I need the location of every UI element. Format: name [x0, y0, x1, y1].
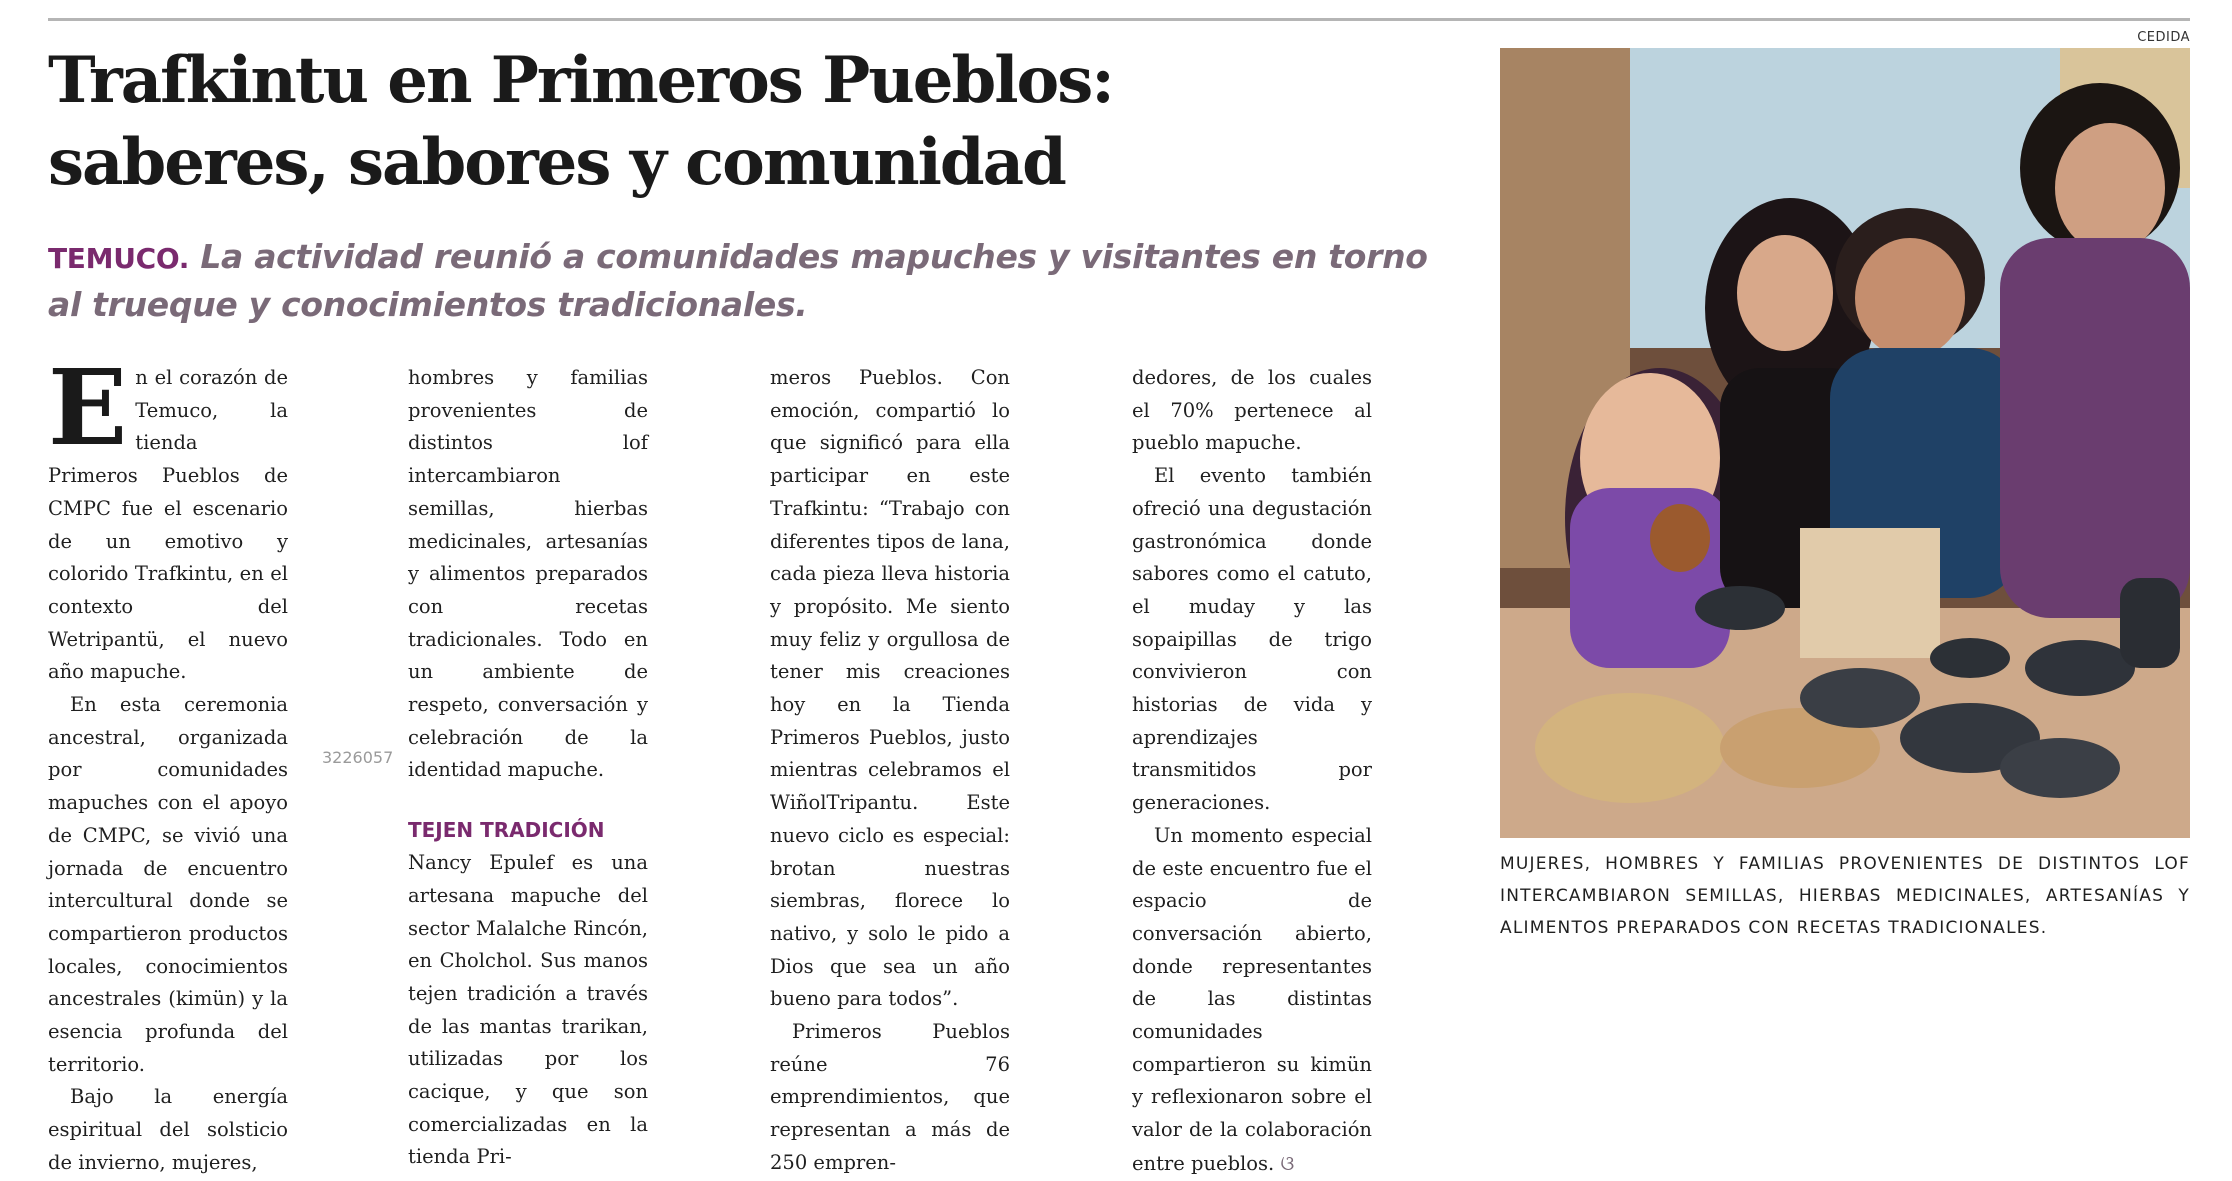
article-photo [1500, 48, 2190, 838]
watermark: 3226057 [322, 748, 394, 767]
deck [48, 234, 1468, 328]
article-column-1 [48, 346, 288, 1174]
article-column-3 [770, 362, 1010, 1174]
headline-line-1: Trafkintu en Primeros Pueblos: [48, 43, 1113, 118]
photo-caption: MUJERES, HOMBRES Y FAMILIAS PROVENIENTES DE DISTINTOS LOF INTERCAMBIARON SEMILLAS, HIERBAS MEDICINALES, ARTESANÍAS Y ALIMENTOS PREPARADOS CON RECETAS TRADICIONALES. [1500, 854, 2190, 938]
headline-line-2: saberes, sabores y comunidad [48, 125, 1065, 200]
article-column-2 [408, 362, 648, 1169]
photo-credit: CEDIDA [2137, 30, 2190, 45]
paragraph [48, 346, 288, 689]
paragraph: Primeros Pueblos reúne 76 emprendimientos, que representan a más de 250 empren- [770, 1020, 1010, 1174]
paragraph: Nancy Epulef es una artesana mapuche del sector Malalche Rincón, en Cholchol. Sus manos tejen tradición a través de las mantas trarikan, utilizadas por los cacique, y que son comercializadas en la tienda Pri- [408, 851, 648, 1169]
photo-illustration [1500, 48, 2190, 838]
paragraph: hombres y familias provenientes de distintos lof intercambiaron semillas, hierbas medicinales, artesanías y alimentos preparados con recetas tradicionales. Todo en un ambiente de respeto, conversación y celebración de la identidad mapuche. [408, 366, 648, 782]
drop-cap: E [48, 346, 128, 469]
headline [48, 40, 1478, 204]
paragraph: dedores, de los cuales el 70% pertenece al pueblo mapuche. [1132, 366, 1372, 455]
deck-place: TEMUCO. [48, 242, 190, 275]
top-rule [48, 18, 2190, 21]
paragraph-text: Un momento especial de este encuentro fue el espacio de conversación abierto, donde representantes de las distintas comunidades compartieron su kimün y reflexionaron sobre el valor de la colaboración entre pueblos. [1132, 823, 1372, 1175]
article-column-4 [1132, 362, 1372, 1175]
paragraph-text: n el corazón de Temuco, la tienda Primeros Pueblos de CMPC fue el escenario de un emotivo y colorido Trafkintu, en el contexto del Wetripantü, el nuevo año mapuche. [48, 366, 288, 684]
paragraph: En esta ceremonia ancestral, organizada por comunidades mapuches con el apoyo de CMPC, se vivió una jornada de encuentro intercultural donde se compartieron productos locales, conocimientos ancestrales (kimün) y la esencia profunda del territorio. [48, 693, 288, 1076]
deck-text: La actividad reunió a comunidades mapuches y visitantes en torno al trueque y conocimientos tradicionales. [48, 237, 1428, 324]
subhead: TEJEN TRADICIÓN [408, 818, 605, 843]
paragraph: meros Pueblos. Con emoción, compartió lo que significó para ella participar en este Trafkintu: “Trabajo con diferentes tipos de lana, cada pieza lleva historia y propósito. Me siento muy feliz y orgullosa de tener mis creaciones hoy en la Tienda Primeros Pueblos, justo mientras celebramos el WiñolTripantu. Este nuevo ciclo es especial: brotan nuestras siembras, florece lo nativo, y solo le pido a Dios que sea un año bueno para todos”. [770, 366, 1010, 1011]
paragraph [1132, 820, 1372, 1181]
end-mark-icon: ଓ [1280, 1150, 1295, 1175]
paragraph: El evento también ofreció una degustación gastronómica donde sabores como el catuto, el muday y las sopaipillas de trigo convivieron con historias de vida y aprendizajes transmitidos por generaciones. [1132, 464, 1372, 815]
paragraph: Bajo la energía espiritual del solsticio de invierno, mujeres, [48, 1085, 288, 1174]
